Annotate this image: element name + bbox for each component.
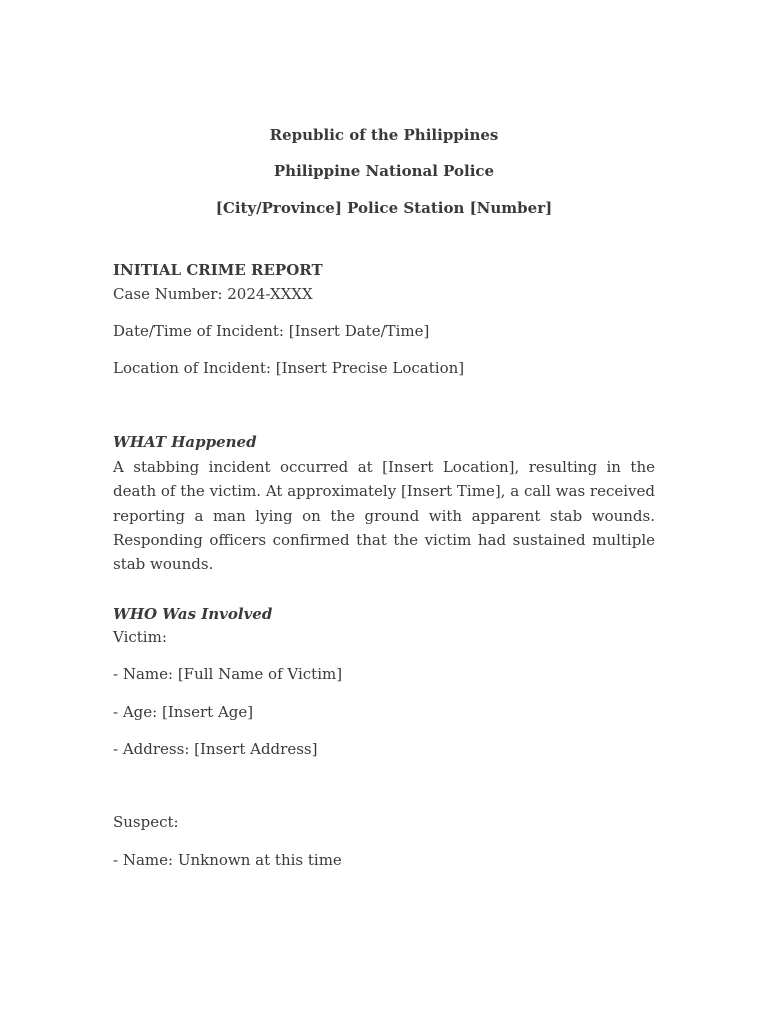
header-pnp: Philippine National Police bbox=[273, 162, 495, 180]
what-happened-paragraph: A stabbing incident occurred at [Insert Location], resulting in the death of the victim. At approximately [Insert Time], a call was received reporting a man lying on the ground with apparent stab wounds. Responding officers confirmed that the victim had sustained multiple stab wounds. bbox=[113, 458, 655, 574]
header-republic: Republic of the Philippines bbox=[269, 126, 499, 144]
who-involved-heading: WHO Was Involved bbox=[113, 605, 273, 623]
document-page bbox=[113, 0, 655, 1024]
incident-location: Location of Incident: [Insert Precise Location] bbox=[113, 359, 465, 377]
victim-name: - Name: [Full Name of Victim] bbox=[113, 665, 343, 683]
victim-label: Victim: bbox=[113, 628, 167, 646]
header-station: [City/Province] Police Station [Number] bbox=[215, 199, 553, 217]
suspect-label: Suspect: bbox=[113, 813, 179, 831]
victim-address: - Address: [Insert Address] bbox=[113, 740, 318, 758]
what-happened-heading: WHAT Happened bbox=[113, 433, 257, 451]
suspect-name: - Name: Unknown at this time bbox=[113, 851, 342, 869]
report-title: INITIAL CRIME REPORT bbox=[113, 261, 323, 279]
incident-datetime: Date/Time of Incident: [Insert Date/Time] bbox=[113, 322, 430, 340]
case-number: Case Number: 2024-XXXX bbox=[113, 285, 313, 303]
victim-age: - Age: [Insert Age] bbox=[113, 703, 254, 721]
